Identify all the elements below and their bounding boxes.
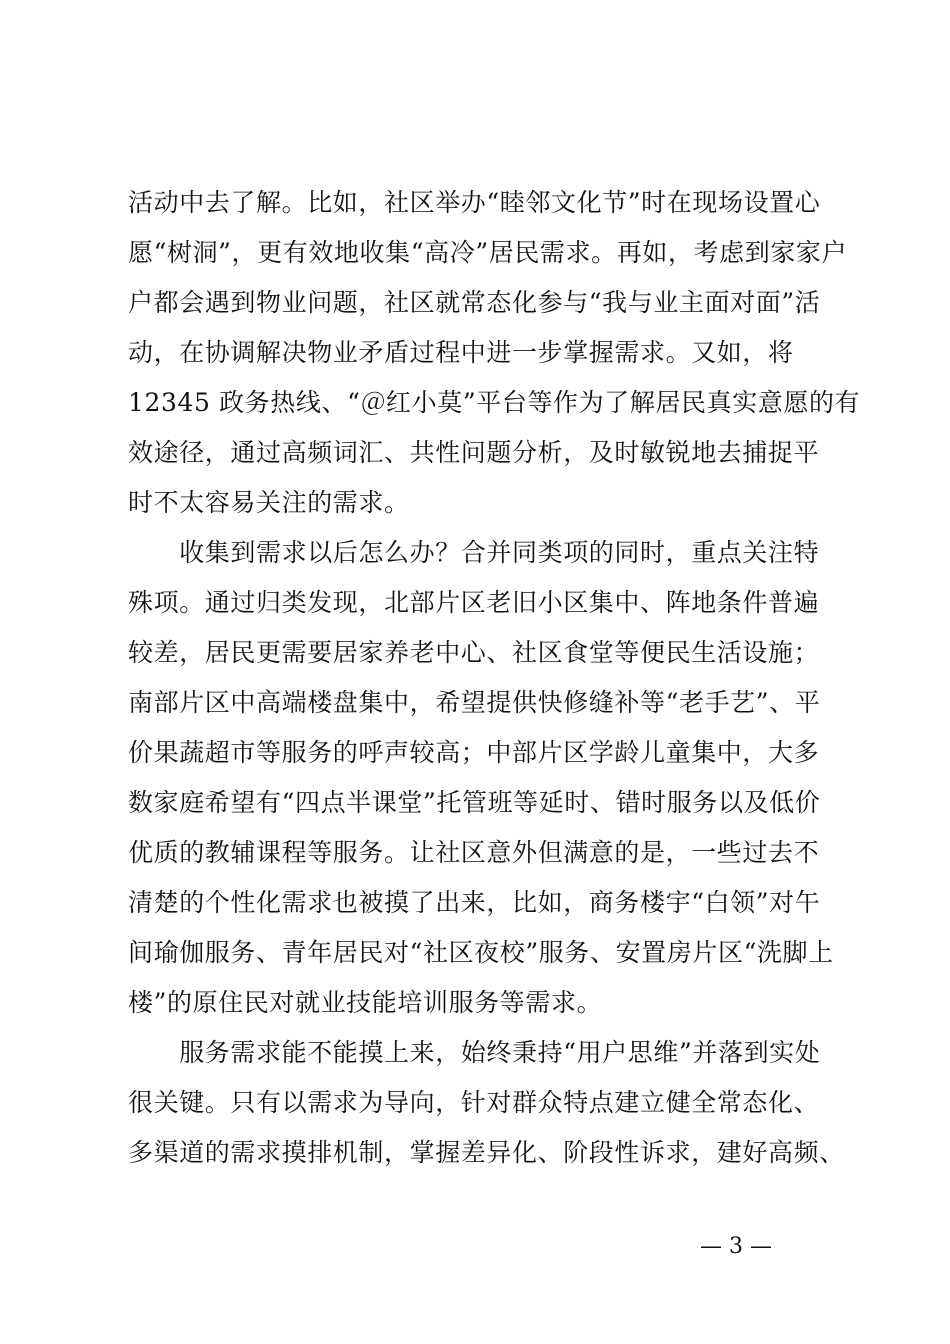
text-line: 数家庭希望有“四点半课堂”托管班等延时、错时服务以及低价 <box>128 788 821 817</box>
text-line: 动，在协调解决物业矛盾过程中进一步掌握需求。又如，将 <box>128 338 794 367</box>
text-line: 楼”的原住民对就业技能培训服务等需求。 <box>128 988 603 1017</box>
text-line: 清楚的个性化需求也被摸了出来，比如，商务楼宇“白领”对午 <box>128 888 821 917</box>
text-line: 服务需求能不能摸上来，始终秉持“用户思维”并落到实处 <box>128 1038 821 1067</box>
body-text <box>128 178 861 1178</box>
text-line: 收集到需求以后怎么办？合并同类项的同时，重点关注特 <box>128 538 820 567</box>
text-line: 时不太容易关注的需求。 <box>128 488 410 517</box>
text-line: 间瑜伽服务、青年居民对“社区夜校”服务、安置房片区“洗脚上 <box>128 938 834 967</box>
text-line: 多渠道的需求摸排机制，掌握差异化、阶段性诉求，建好高频、 <box>128 1138 845 1167</box>
text-line: 效途径，通过高频词汇、共性问题分析，及时敏锐地去捕捉平 <box>128 438 820 467</box>
page-number: — 3 — <box>700 1234 772 1259</box>
text-line: 愿“树洞”，更有效地收集“高冷”居民需求。再如，考虑到家家户 <box>128 238 848 267</box>
text-line: 较差，居民更需要居家养老中心、社区食堂等便民生活设施； <box>128 638 820 667</box>
text-line: 12345 政务热线、“＠红小莫”平台等作为了解居民真实意愿的有 <box>128 388 861 417</box>
text-line: 价果蔬超市等服务的呼声较高；中部片区学龄儿童集中，大多 <box>128 738 820 767</box>
text-line: 南部片区中高端楼盘集中，希望提供快修缝补等“老手艺”、平 <box>128 688 821 717</box>
text-line: 活动中去了解。比如，社区举办“睦邻文化节”时在现场设置心 <box>128 188 821 217</box>
text-line: 优质的教辅课程等服务。让社区意外但满意的是，一些过去不 <box>128 838 820 867</box>
text-line: 殊项。通过归类发现，北部片区老旧小区集中、阵地条件普遍 <box>128 588 820 617</box>
text-line: 很关键。只有以需求为导向，针对群众特点建立健全常态化、 <box>128 1088 820 1117</box>
text-line: 户都会遇到物业问题，社区就常态化参与“我与业主面对面”活 <box>128 288 821 317</box>
